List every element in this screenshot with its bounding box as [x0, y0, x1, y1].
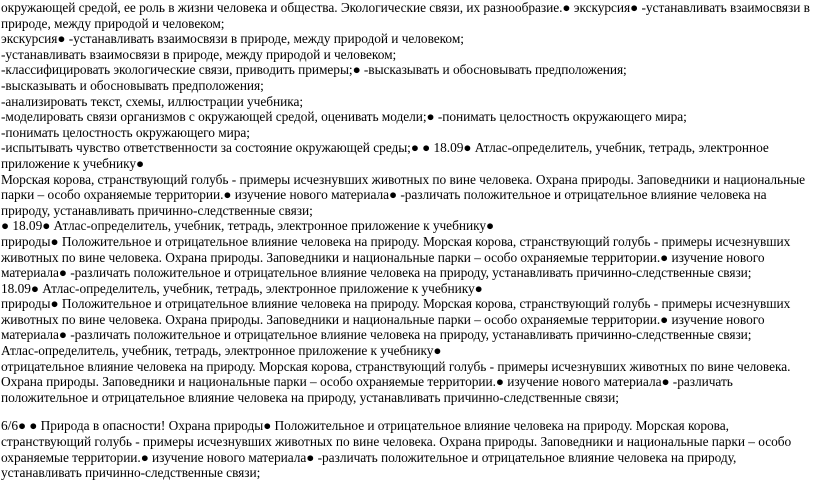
paragraph-11: ● 18.09● Атлас-определитель, учебник, тетрадь, электронное приложение к учебнику● — [1, 218, 495, 234]
paragraph-7: -моделировать связи организмов с окружающей средой, оценивать модели;● -понимать целостность окружающего мира; — [1, 109, 687, 125]
paragraph-3: -устанавливать взаимосвязи в природе, между природой и человеком; — [1, 46, 397, 62]
paragraph-2: экскурсия● -устанавливать взаимосвязи в природе, между природой и человеком; — [1, 31, 464, 47]
paragraph-12: природы● Положительное и отрицательное влияние человека на природу. Морская корова, странствующий голубь - примеры исчезнувших животных по вине человека. Охрана природы. Заповедники и национальные парки – особо охраняемые территории.● изучение нового материала● -различать положительное и отрицательное влияние человека на природу, устанавливать причинно-следственные связи; — [1, 233, 791, 281]
paragraph-10: Морская корова, странствующий голубь - примеры исчезнувших животных по вине человека. Охрана природы. Заповедники и национальные парки – особо охраняемые территории.● изучение нового материала● -различать положительное и отрицательное влияние человека на природу, устанавливать причинно-следственные связи; — [1, 171, 806, 218]
paragraph-9: -испытывать чувство ответственности за состояние окружающей среды;● ● 18.09● Атлас-определитель, учебник, тетрадь, электронное приложение к учебнику● — [1, 140, 769, 171]
paragraph-6: -анализировать текст, схемы, иллюстрации учебника; — [1, 93, 304, 109]
paragraph-14: природы● Положительное и отрицательное влияние человека на природу. Морская корова, странствующий голубь - примеры исчезнувших животных по вине человека. Охрана природы. Заповедники и национальные парки – особо охраняемые территории.● изучение нового материала● -различать положительное и отрицательное влияние человека на природу, устанавливать причинно-следственные связи; — [1, 296, 791, 343]
paragraph-5: -высказывать и обосновывать предположения; — [1, 77, 264, 93]
paragraph-8: -понимать целостность окружающего мира; — [1, 124, 250, 140]
paragraph-16: отрицательное влияние человека на природу. Морская корова, странствующий голубь - примеры исчезнувших животных по вине человека. Охрана природы. Заповедники и национальные парки – особо охраняемые территории.● изучение нового материала● -различать положительное и отрицательное влияние человека на природу, устанавливать причинно-следственные связи; — [1, 358, 791, 405]
paragraph-15: Атлас-определитель, учебник, тетрадь, электронное приложение к учебнику● — [1, 343, 442, 359]
paragraph-spacer — [0, 405, 816, 418]
paragraph-4: -классифицировать экологические связи, приводить примеры;● -высказывать и обосновывать предположения; — [1, 62, 627, 78]
paragraph-17: 6/6● ● Природа в опасности! Охрана природы● Положительное и отрицательное влияние человека на природу. Морская корова, странствующий голубь - примеры исчезнувших животных по вине человека. Охрана природы. Заповедники и национальные парки – особо охраняемые территории.● изучение нового материала● -различать положительное и отрицательное влияние человека на природу, устанавливать причинно-следственные связи; — [1, 418, 792, 481]
paragraph-1: окружающей средой, ее роль в жизни человека и общества. Экологические связи, их разнообразие.● экскурсия● -устанавливать взаимосвязи в природе, между природой и человеком; — [1, 0, 810, 31]
paragraph-13: 18.09● Атлас-определитель, учебник, тетрадь, электронное приложение к учебнику● — [1, 280, 483, 296]
